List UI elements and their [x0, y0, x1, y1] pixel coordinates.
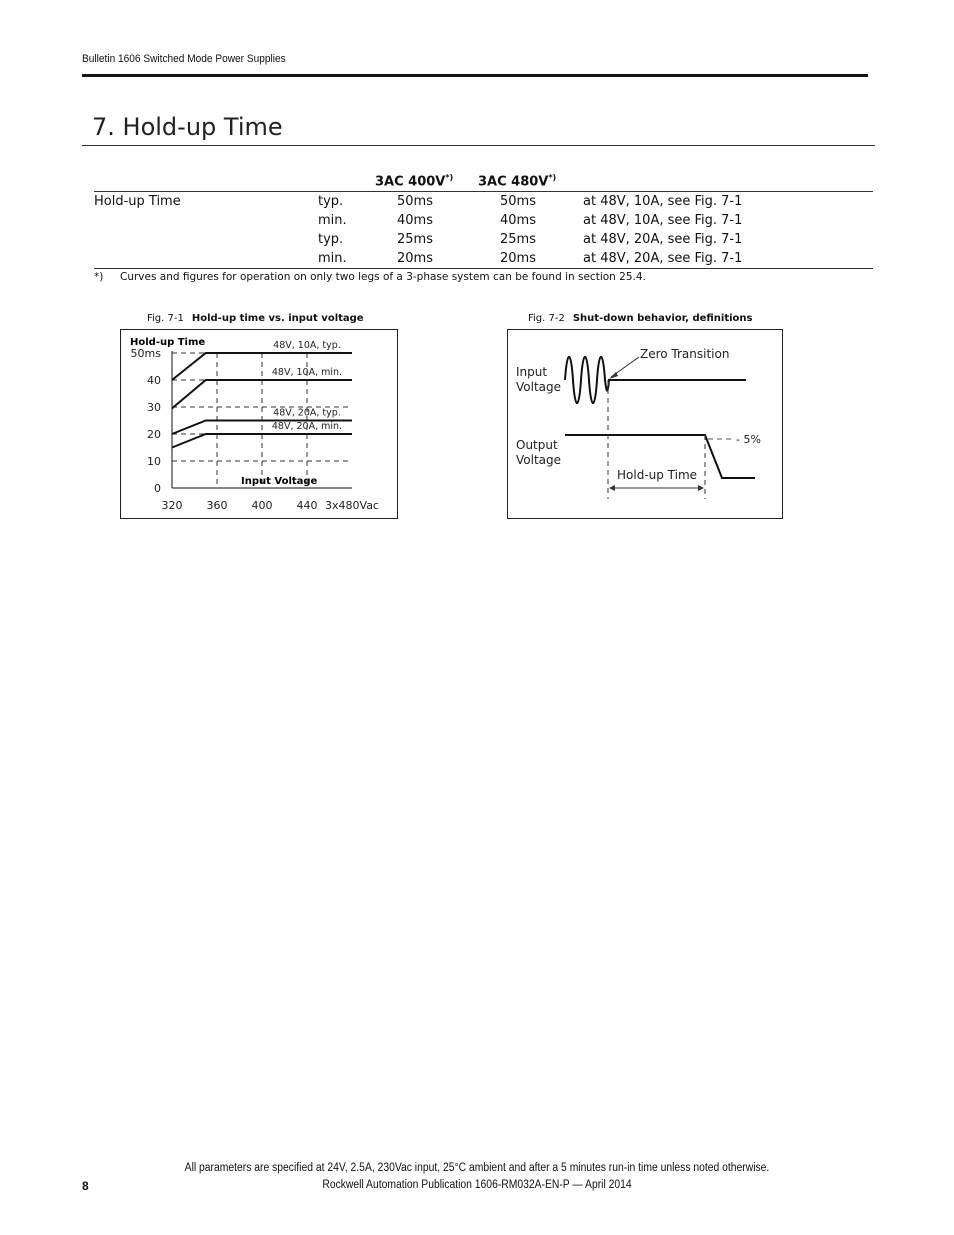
footer-publication: Rockwell Automation Publication 1606-RM032A-EN-P — April 2014 — [322, 1179, 632, 1191]
row-value-480: 40ms — [500, 213, 536, 228]
fig1-number: Fig. 7-1 — [147, 313, 184, 324]
table-row — [94, 211, 873, 230]
row-kind: typ. — [318, 232, 344, 247]
row-kind: typ. — [318, 194, 344, 209]
zero-transition-label: Zero Transition — [640, 347, 730, 361]
row-value-480: 20ms — [500, 251, 536, 266]
holdup-chart — [120, 329, 398, 519]
series-label: 48V, 20A, typ. — [273, 407, 341, 419]
shutdown-diagram — [507, 329, 783, 519]
series-label: 48V, 10A, min. — [271, 367, 343, 378]
row-value-400: 50ms — [397, 194, 433, 209]
input-voltage-label-2: Voltage — [516, 380, 562, 394]
footnote-mark: *) — [94, 271, 104, 283]
section-title: 7. Hold-up Time — [92, 113, 283, 141]
row-condition: at 48V, 10A, see Fig. 7-1 — [583, 213, 743, 228]
table-row — [94, 249, 873, 269]
y-tick-label: 40 — [147, 374, 161, 387]
y-tick-label: 10 — [147, 455, 161, 468]
footer-note: All parameters are specified at 24V, 2.5A, 230Vac input, 25°C ambient and after a 5 minutes run-in time unless noted otherwise. — [184, 1162, 770, 1174]
fig2-caption — [528, 313, 753, 324]
output-voltage-label-2: Voltage — [516, 453, 562, 467]
row-value-480: 50ms — [500, 194, 536, 209]
row-value-480: 25ms — [500, 232, 536, 247]
row-kind: min. — [318, 213, 347, 228]
row-value-400: 40ms — [397, 213, 433, 228]
spec-table — [94, 170, 873, 269]
running-header: Bulletin 1606 Switched Mode Power Supplies — [82, 53, 286, 65]
holdup-time-label: Hold-up Time — [617, 468, 698, 482]
minus-5-percent-label: - 5% — [736, 433, 761, 446]
fig2-title: Shut-down behavior, definitions — [572, 313, 753, 324]
y-tick-label: 30 — [147, 401, 161, 414]
y-tick-label: 0 — [154, 482, 161, 495]
row-param: Hold-up Time — [94, 194, 181, 209]
y-axis-label: Hold-up Time — [130, 337, 206, 348]
x-tick-label: 400 — [251, 499, 273, 512]
row-condition: at 48V, 10A, see Fig. 7-1 — [583, 194, 743, 209]
row-condition: at 48V, 20A, see Fig. 7-1 — [583, 232, 743, 247]
spec-table-header — [94, 170, 873, 192]
footnote-text: Curves and figures for operation on only two legs of a 3-phase system can be found in section 25.4. — [120, 271, 646, 283]
row-condition: at 48V, 20A, see Fig. 7-1 — [583, 251, 743, 266]
x-axis-label: Input Voltage — [241, 476, 318, 487]
row-value-400: 25ms — [397, 232, 433, 247]
y-tick-label: 20 — [147, 428, 161, 441]
x-tick-label: 3x480Vac — [325, 499, 379, 512]
row-value-400: 20ms — [397, 251, 433, 266]
page-number: 8 — [82, 1179, 89, 1193]
col-header-400: 3AC 400V*) — [375, 173, 454, 190]
y-tick-label: 50ms — [130, 347, 161, 360]
title-rule — [82, 145, 875, 146]
fig1-title: Hold-up time vs. input voltage — [191, 313, 364, 324]
table-row — [94, 192, 873, 211]
header-rule — [82, 74, 868, 77]
col-header-480: 3AC 480V*) — [478, 173, 557, 190]
input-voltage-label-1: Input — [516, 365, 548, 379]
output-voltage-label-1: Output — [516, 438, 558, 452]
row-kind: min. — [318, 251, 347, 266]
fig1-caption — [147, 313, 364, 324]
x-tick-label: 440 — [296, 499, 318, 512]
x-tick-label: 360 — [206, 499, 228, 512]
table-row — [94, 230, 873, 249]
x-tick-label: 320 — [161, 499, 183, 512]
series-label: 48V, 10A, typ. — [273, 340, 341, 351]
chart-frame — [121, 330, 398, 519]
series-label: 48V, 20A, min. — [271, 421, 343, 432]
fig2-number: Fig. 7-2 — [528, 313, 565, 324]
